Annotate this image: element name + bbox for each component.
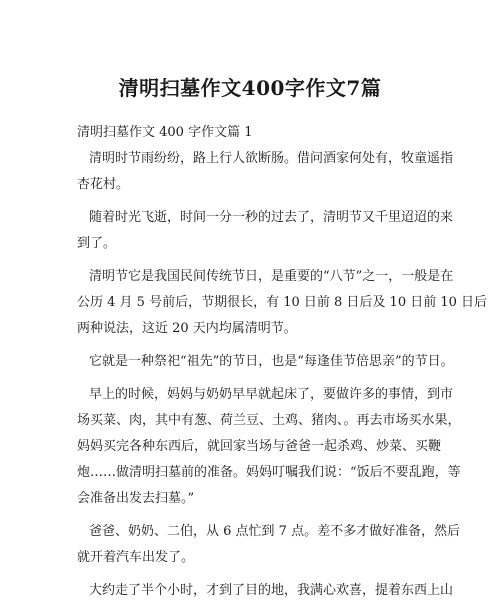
document-title: 清明扫墓作文400字作文7篇 <box>118 76 382 100</box>
document-body <box>77 146 488 611</box>
paragraph-2 <box>77 205 454 257</box>
paragraph-line: 就开着汽车出发了。 <box>77 550 195 565</box>
paragraph-line: 杏花村。 <box>77 177 130 192</box>
paragraph-7 <box>77 578 454 604</box>
paragraph-line: 妈妈买完各种东西后，就回家当场与爸爸一起杀鸡、炒菜、买鞭 <box>77 439 442 454</box>
paragraph-line: 清明节它是我国民间传统节日，是重要的“八节”之一，一般是在 <box>89 269 454 284</box>
paragraph-line: 清明时节雨纷纷，路上行人欲断肠。借问酒家何处有，牧童遥指 <box>89 151 454 166</box>
paragraph-line: 它就是一种祭祀“祖先”的节日，也是“每逢佳节倍思亲”的节日。 <box>89 354 454 369</box>
paragraph-line: 会准备出发去扫墓。” <box>77 491 195 506</box>
paragraph-line: 场买菜、肉，其中有葱、荷兰豆、土鸡、猪肉、。再去市场买水果， <box>77 413 461 428</box>
paragraph-line: 随着时光飞逝，时间一分一秒的过去了，清明节又千里迢迢的来 <box>89 210 454 225</box>
paragraph-6 <box>77 519 461 571</box>
paragraph-line: 炮……做清明扫墓前的准备。妈妈叮嘱我们说：“饭后不要乱跑，等 <box>77 465 461 480</box>
paragraph-5 <box>77 382 461 512</box>
paragraph-line: 公历 4 月 5 号前后，节期很长，有 10 日前 8 日后及 10 日前 10 日后 <box>77 295 488 310</box>
section-subtitle: 清明扫墓作文 400 字作文篇 1 <box>77 125 253 140</box>
paragraph-line: 大约走了半个小时，才到了目的地，我满心欢喜，提着东西上山 <box>89 583 454 598</box>
paragraph-line: 爸爸、奶奶、二伯，从 6 点忙到 7 点。差不多才做好准备，然后 <box>89 524 461 539</box>
paragraph-line: 到了。 <box>77 236 117 251</box>
paragraph-3 <box>77 264 488 342</box>
paragraph-line: 早上的时候，妈妈与奶奶早早就起床了，要做许多的事情，到市 <box>89 387 454 402</box>
paragraph-4 <box>77 349 454 375</box>
paragraph-line: 两种说法，这近 20 天内均属清明节。 <box>77 321 297 336</box>
paragraph-1 <box>77 146 454 198</box>
